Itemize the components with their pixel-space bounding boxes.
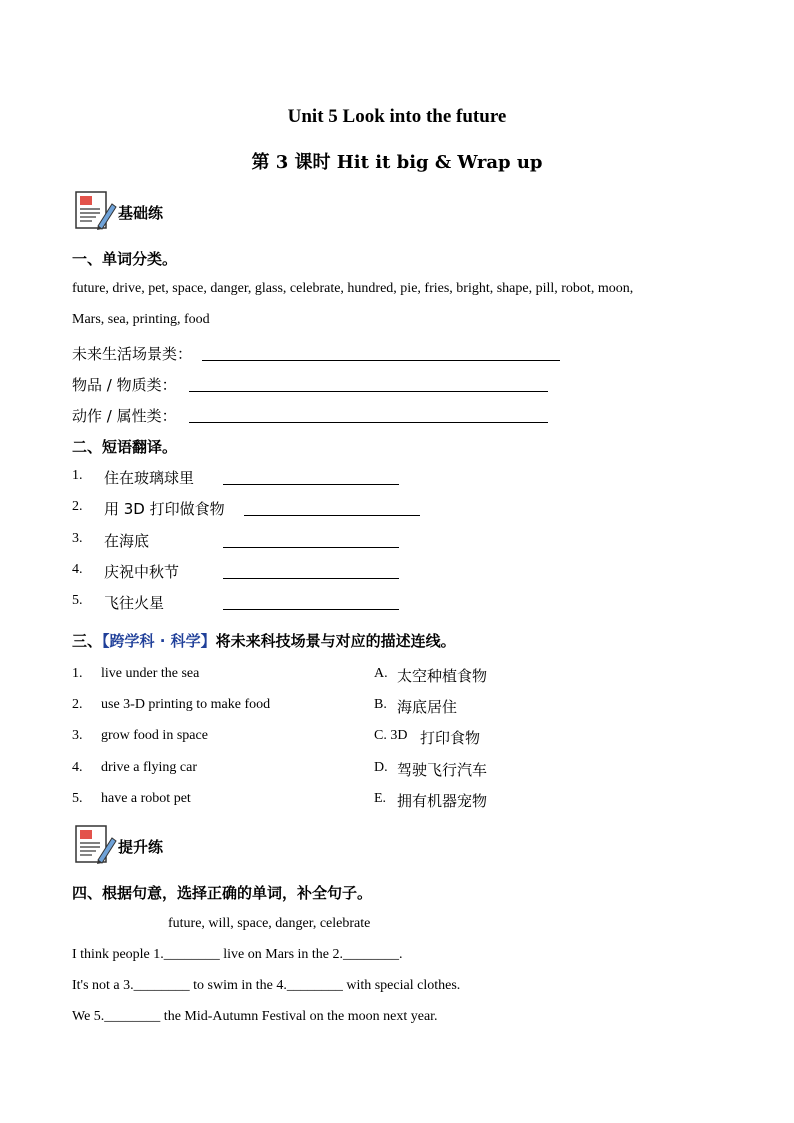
section-1-heading: 一、单词分类。 xyxy=(72,250,178,268)
section-3-heading xyxy=(72,630,456,651)
left-number: 5. xyxy=(72,791,83,806)
category-objects: 物品 / 物质类： xyxy=(72,376,177,394)
item-number: 3. xyxy=(72,531,83,546)
phrase-item: 住在玻璃球里 xyxy=(104,469,195,487)
section-3-prefix: 三、 xyxy=(72,632,103,650)
word-bank: future, will, space, danger, celebrate xyxy=(168,916,371,931)
answer-line[interactable] xyxy=(223,547,399,548)
left-scene[interactable]: drive a flying car xyxy=(101,760,198,775)
item-number: 4. xyxy=(72,562,83,577)
category-future-life: 未来生活场景类： xyxy=(72,345,193,363)
section-4-heading: 四、根据句意，选择正确的单词，补全句子。 xyxy=(72,884,373,902)
answer-line[interactable] xyxy=(223,609,399,610)
right-description[interactable]: 海底居住 xyxy=(397,698,458,716)
word-list-line-2: Mars, sea, printing, food xyxy=(72,312,210,327)
phrase-item: 在海底 xyxy=(104,532,150,550)
right-label: B. xyxy=(374,697,387,712)
answer-line-future-life[interactable] xyxy=(202,360,560,361)
left-scene[interactable]: use 3-D printing to make food xyxy=(101,697,271,712)
fill-sentence-1[interactable]: I think people 1.________ live on Mars in the 2.________. xyxy=(72,947,403,962)
section-2-heading: 二、短语翻译。 xyxy=(72,438,178,456)
right-description[interactable]: 太空种植食物 xyxy=(397,667,488,685)
answer-line[interactable] xyxy=(244,515,420,516)
section-3-instruction: 将未来科技场景与对应的描述连线。 xyxy=(215,632,456,650)
right-label: A. xyxy=(374,666,388,681)
item-number: 5. xyxy=(72,593,83,608)
answer-line-objects[interactable] xyxy=(189,391,548,392)
left-number: 1. xyxy=(72,666,83,681)
left-scene[interactable]: live under the sea xyxy=(101,666,200,681)
left-number: 4. xyxy=(72,760,83,775)
fill-sentence-3[interactable]: We 5.________ the Mid-Autumn Festival on the moon next year. xyxy=(72,1009,438,1024)
word-list-line-1: future, drive, pet, space, danger, glass, celebrate, hundred, pie, fries, bright, shape, pill, robot, moon, xyxy=(72,281,634,296)
left-scene[interactable]: have a robot pet xyxy=(101,791,191,806)
page-subtitle: 第 3 课时 Hit it big & Wrap up xyxy=(251,152,543,173)
item-number: 2. xyxy=(72,499,83,514)
basic-practice-label: 基础练 xyxy=(118,204,164,222)
right-label: C. 3D xyxy=(374,728,408,743)
right-description[interactable]: 打印食物 xyxy=(420,729,481,747)
fill-sentence-2[interactable]: It's not a 3.________ to swim in the 4.________ with special clothes. xyxy=(72,978,461,993)
left-number: 2. xyxy=(72,697,83,712)
phrase-item: 飞往火星 xyxy=(104,594,165,612)
left-scene[interactable]: grow food in space xyxy=(101,728,208,743)
document-pencil-icon xyxy=(74,188,118,232)
advanced-practice-label: 提升练 xyxy=(118,838,164,856)
document-pencil-icon xyxy=(74,822,118,866)
right-description[interactable]: 驾驶飞行汽车 xyxy=(397,761,488,779)
answer-line[interactable] xyxy=(223,578,399,579)
page-title: Unit 5 Look into the future xyxy=(287,106,507,127)
item-number: 1. xyxy=(72,468,83,483)
cross-subject-tag: 【跨学科 · 科学】 xyxy=(102,632,216,650)
right-label: D. xyxy=(374,760,388,775)
answer-line[interactable] xyxy=(223,484,399,485)
phrase-item: 用 3D 打印做食物 xyxy=(104,500,225,518)
category-actions: 动作 / 属性类： xyxy=(72,407,177,425)
left-number: 3. xyxy=(72,728,83,743)
right-description[interactable]: 拥有机器宠物 xyxy=(397,792,488,810)
phrase-item: 庆祝中秋节 xyxy=(104,563,180,581)
answer-line-actions[interactable] xyxy=(189,422,548,423)
right-label: E. xyxy=(374,791,387,806)
